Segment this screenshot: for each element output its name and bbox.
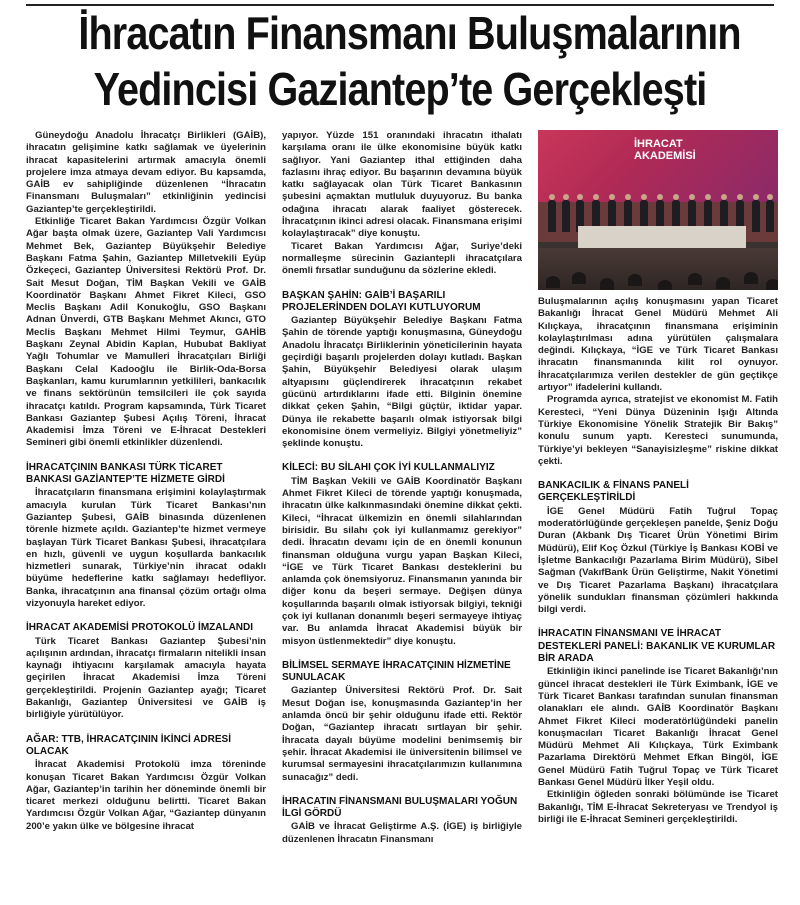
- subheading: AĞAR: TTB, İHRACATÇININ İKİNCİ ADRESİ OLACAK: [26, 733, 231, 757]
- paragraph: Etkinliğin ikinci panelinde ise Ticaret Bakanlığı’nın güncel ihracat destekleri ile Türk Eximbank, İGE ve Türk Ticaret Bankası tarafından sunulan finansman olanakları ele alındı. GAİB Koordinatör Başkanı Ahmet Fikret Kileci moderatörlüğündeki panelin konuşmacıları Ticaret Bakanlığı İhracat Genel Müdürü Mehmet Ali Kılıçkaya, Türk Eximbank Pazarlama Direktörü Mehmet Efkan Bingöl, İGE Genel Müdürü Fatih Tuğrul Topaç ve Türk Ticaret Bankası Genel Müdürü İlker Yeşil oldu.: [538, 666, 778, 788]
- audience-head: [572, 272, 586, 284]
- headline-line-1: İhracatın Finansmanı Buluşmalarının: [78, 7, 741, 59]
- subheading: İHRACATIN FİNANSMANI VE İHRACAT DESTEKLERİ PANELİ: BAKANLIK VE KURUMLAR BİR ARADA: [538, 628, 776, 665]
- paragraph: GAİB ve İhracat Geliştirme A.Ş. (İGE) iş birliğiyle düzenlenen İhracatın Finansmanı: [282, 821, 522, 845]
- audience-head: [546, 276, 560, 288]
- column-1: [26, 130, 266, 900]
- person-figure: [766, 200, 774, 232]
- person-figure: [752, 200, 760, 232]
- audience-head: [688, 273, 702, 285]
- paragraph: yapıyor. Yüzde 151 oranındaki ihracatın ithalatı karşılama oranı ile ülke ekonomisine büyük katkı sağlıyor. Yani Gaziantep ithal ettiğinden daha fazlasını ihraç ediyor. Bu başarının devamına büyük katkı sağlayacak olan Türk Ticaret Bankasının şubesini açmaktan mutluluk duyuyoruz. Bu banka odağına ihracatı alarak faaliyet gösterecek. İhracatçının ikinci adresi olacak. Finansmana erişimi kolaylaştıracak” diye konuştu.: [282, 130, 522, 240]
- column-2: [282, 130, 522, 900]
- paragraph: Türk Ticaret Bankası Gaziantep Şubesi’nin açılışının ardından, ihracatçı firmaların nitelikli insan kaynağı ihtiyacını karşılamak amacıyla hayata geçirilen İhracat Akademisi İmza Töreni gerçekleştirildi. Projenin Gaziantep ayağı; Ticaret Bakanlığı, Gaziantep Üniversitesi ve GAİB iş birliğiyle yürütülüyor.: [26, 635, 266, 721]
- audience-head: [716, 277, 730, 289]
- paragraph: TİM Başkan Vekili ve GAİB Koordinatör Başkanı Ahmet Fikret Kileci de törende yaptığı konuşmada, ihracatın ülke kalkınmasındaki önemine dikkat çekti. Kileci, “İhracat ülkemizin en önemli silahlarından birisidir. Bu silahı çok iyi kullanmamız gerekiyor” dedi. İhracatın devamı için de en önemli konunun finansman olduğuna vurgu yapan Başkan Kileci, “İGE ve Türk Ticaret Bankası desteklerini bu anlamda çok önemsiyoruz. Finansmanın yanında bir diğer konu da beşeri sermaye. Değişen dünya koşullarında başarılı olmak istiyorsak bilgiyi, tekniği çok iyi kullanan donanımlı beşeri sermayeye ihtiyaç var. Bu anlamda İhracat Akademisi büyük bir misyon üstlenmektedir” diye konuştu.: [282, 475, 522, 647]
- paragraph: Gaziantep Büyükşehir Belediye Başkanı Fatma Şahin de törende yaptığı konuşmasına, Güneydoğu Anadolu İhracatçı Birliklerinin yöneticilerinin hayata geçirdiği başarılı projelerden dolayı kutladı. Başkan Şahin, Büyükşehir Belediyesi olarak ulaşım altyapısını güçlendirerek ihracatçının rekabet gücünü artırdıklarını ifade etti. Bilginin önemine dikkat çeken Şahin, “Bilgi güçtür, iktidar yapar. Dünya ile rekabette başarılı olmak istiyorsak bilgi ekonomisine önem vermeliyiz. Bilgiyi yönetmeliyiz” şeklinde konuştu.: [282, 315, 522, 450]
- paragraph: Ticaret Bakan Yardımcısı Ağar, Suriye’deki normalleşme sürecinin Gaziantepli ihracatçılara önemli fırsatlar sunduğunu da sözlerine ekledi.: [282, 240, 522, 277]
- subheading: KİLECİ: BU SİLAHI ÇOK İYİ KULLANMALIYIZ: [282, 462, 495, 474]
- audience-head: [658, 280, 672, 290]
- paragraph: İhracat Akademisi Protokolü imza töreninde konuşan Ticaret Bakan Yardımcısı Özgür Volkan Ağar, Gaziantep’in tarihin her döneminde önemli bir ticaret merkezi olduğunu belirtti. Ticaret Bakan Yardımcısı Özgür Volkan Ağar, “Gaziantep dünyanın 200’e yakın ülke ve bölgesine ihracat: [26, 759, 266, 832]
- audience-head: [600, 278, 614, 290]
- headline-line-2: Yedincisi Gaziantep’te Gerçekleşti: [93, 63, 707, 115]
- paragraph: İGE Genel Müdürü Fatih Tuğrul Topaç moderatörlüğünde gerçekleşen panelde, Şeniz Doğu Duran (Akbank Dış Ticaret Ürün Yönetimi Birim Müdürü), Elif Koç Özkul (Türkiye İş Bankası KOBİ ve İşletme Bankacılığı Pazarlama Birim Müdürü), Sibel Sağman (VakıfBank Ürün Geliştirme, Nakit Yönetimi ve Dış Ticaret Pazarlama Başkanı) ihracatçılara yönelik sundukları finansman çözümleri hakkında bilgi verdi.: [538, 505, 778, 616]
- person-figure: [562, 200, 570, 232]
- paragraph: Etkinliğin öğleden sonraki bölümünde ise Ticaret Bakanlığı, TİM E-İhracat Sekreteryası ve Trendyol iş birliği ile E-İhracat Semineri gerçekleştirildi.: [538, 789, 778, 825]
- subheading: İHRACATIN FİNANSMANI BULUŞMALARI YOĞUN İLGİ GÖRDÜ: [282, 795, 518, 820]
- paragraph: İhracatçıların finansmana erişimini kolaylaştırmak amacıyla kurulan Türk Ticaret Bankası’nın Gaziantep Şubesi, GAİB binasında düzenlenen törenle hizmete açıldı. Gaziantep’te hizmet vermeye başlayan Türk Ticaret Bankası Şubesi, ihracatçılara en hızlı, güvenli ve uygun koşullarda bankacılık hizmetleri sunarak, Türkiye’nin ihracat odaklı büyüme hedeflerine katkı sağlamayı hedefliyor. Banka, ihracatçının ana finansal çözüm ortağı olma vizyonuyla hareket ediyor.: [26, 487, 266, 609]
- paragraph: Güneydoğu Anadolu İhracatçı Birlikleri (GAİB), ihracatın gelişimine katkı sağlamak ve üyelerinin ihracat kapasitelerini artırmak amacıyla önemli projelere imza atmaya devam ediyor. Bu kapsamda, GAİB ev sahipliğinde düzenlenen “İhracatın Finansmanı Buluşmaları” etkinliğinin yedincisi Gaziantep’te gerçekleştirildi.: [26, 130, 266, 215]
- audience-head: [628, 274, 642, 286]
- paragraph: Programda ayrıca, stratejist ve ekonomist M. Fatih Keresteci, “Yeni Dünya Düzeninin Işığı Altında Türkiye Ekonomisine Yönelik Stratejik Bir Bakış” konulu sunum yaptı. Keresteci sunumunda, Türkiye’yi bekleyen “Sanayisizleşme” riskine dikkat çekti.: [538, 394, 778, 467]
- signing-table: [578, 226, 746, 248]
- subheading: BAŞKAN ŞAHİN: GAİB’İ BAŞARILI PROJELERİNDEN DOLAYI KUTLUYORUM: [282, 289, 481, 313]
- subheading: BİLİMSEL SERMAYE İHRACATÇININ HİZMETİNE SUNULACAK: [282, 659, 511, 684]
- subheading: İHRACAT AKADEMİSİ PROTOKOLÜ İMZALANDI: [26, 622, 254, 634]
- paragraph: Buluşmalarının açılış konuşmasını yapan Ticaret Bakanlığı İhracat Genel Müdürü Mehmet Ali Kılıçkaya, ihracatçının finansmana erişiminin kolaylaştırılması adına yürütülen çalışmalara değindi. Kılıçkaya, “İGE ve Türk Ticaret Bankası ihracatın finansmanında kilit rol oynuyor. İhracatçılarımıza verilen destekler de gün geçtikçe artıyor” ifadelerini kullandı.: [538, 296, 778, 394]
- person-figure: [548, 200, 556, 232]
- subheading: İHRACATÇININ BANKASI TÜRK TİCARET BANKASI GAZİANTEP’TE HİZMETE GİRDİ: [26, 461, 225, 486]
- paragraph: Etkinliğe Ticaret Bakan Yardımcısı Özgür Volkan Ağar başta olmak üzere, Gaziantep Vali Yardımcısı Mehmet Bek, Gaziantep Büyükşehir Belediye Başkanı Fatma Şahin, Gaziantep Milletvekili Eyüp Özkeçeci, Gaziantep Üniversitesi Rektörü Prof. Dr. Sait Mesut Doğan, TİM Başkan Vekili ve GAİB Koordinatör Başkanı Ahmet Fikret Kileci, GSO Meclis Başkanı Adil Konukoğlu, GSO Başkanı Adnan Ünverdi, GTB Başkanı Mehmet Akıncı, GTO Meclis Başkanı Mehmet Hilmi Teymur, GAHİB Başkanı Zeynal Abidin Kaplan, Hububat Bakliyat Yağlı Tohumlar ve Mamulleri İhracatçıları Birliği Başkanı Celal Kadooğlu ile Birlik-Oda-Borsa Başkanları, kamu kurumlarının yetkilileri, bankacılık ve finans sektörünün temsilcileri ile çok sayıda ihracatçı katıldı. Program kapsamında, Türk Ticaret Bankası Gaziantep Şubesi Açılış Töreni, İhracat Akademisi İmza Töreni ve E-İhracat Destekleri Semineri gibi önemli etkinlikler düzenlendi.: [26, 216, 266, 449]
- subheading: BANKACILIK & FİNANS PANELİ GERÇEKLEŞTİRİLDİ: [538, 480, 689, 504]
- column-3: [538, 130, 778, 900]
- paragraph: Gaziantep Üniversitesi Rektörü Prof. Dr. Sait Mesut Doğan ise, konuşmasında Gaziantep’in her anlamda öncü bir şehir olduğunu ifade etti. Rektör Doğan, “Gaziantep ihracatı sırtlayan bir şehir. İhracata dayalı büyüme modelini benimsemiş bir şehir. İhracat Akademisi ile üniversitenin bilimsel ve kurumsal sermayesini ihracatçılarımızın kullanımına sunacağız” dedi.: [282, 685, 522, 783]
- screen-logo-text: İHRACAT AKADEMİSİ: [634, 138, 696, 162]
- event-photo: [538, 130, 778, 290]
- audience-head: [744, 272, 758, 284]
- audience-head: [766, 279, 778, 290]
- article-body: [26, 130, 782, 900]
